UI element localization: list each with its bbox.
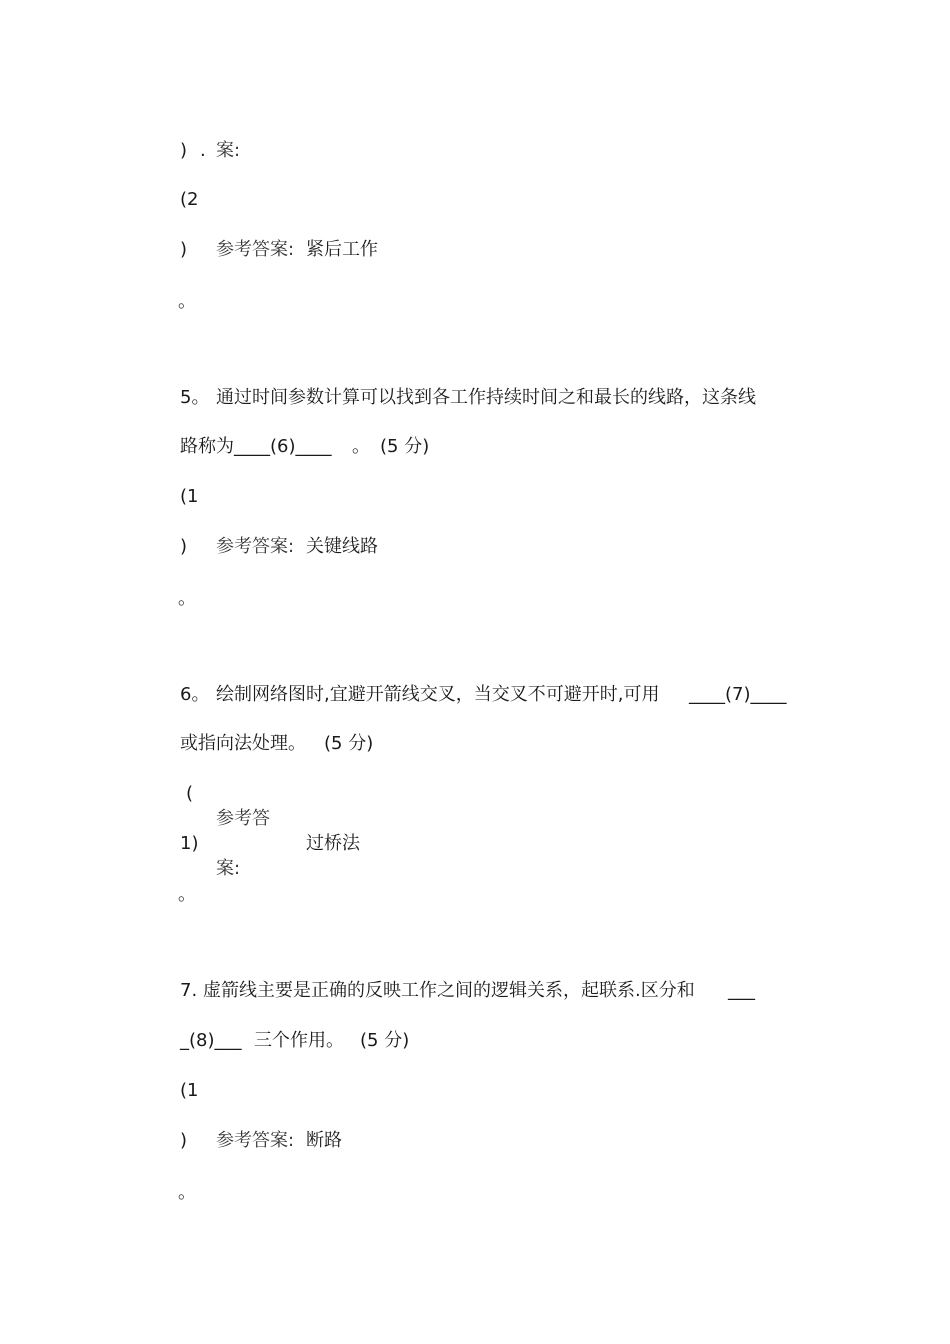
- q6-answer-number: 1): [180, 833, 199, 854]
- q5-answer-value: 关键线路: [306, 536, 378, 557]
- top-answer-label-tail: 案:: [216, 140, 241, 161]
- top-answer-label: 参考答案:: [216, 239, 295, 260]
- q7-answer-open: (1: [180, 1080, 199, 1101]
- q5-answer-open: (1: [180, 486, 199, 507]
- q5-text-line2: 路称为: [180, 436, 234, 457]
- q5-answer-close: ): [180, 536, 188, 557]
- q7-text-line1: 虚箭线主要是正确的反映工作之间的逻辑关系，起联系.区分和: [203, 980, 695, 1001]
- q7-answer-close: ): [180, 1130, 188, 1151]
- q5-period: 。: [352, 436, 370, 457]
- q6-blank: ____(7)____: [689, 684, 787, 705]
- top-dot: .: [200, 140, 206, 161]
- top-answer-close: ): [180, 239, 188, 260]
- q7-number: 7.: [180, 980, 198, 1001]
- top-answer-value: 紧后工作: [306, 239, 378, 260]
- top-end-mark: 。: [178, 291, 196, 312]
- q7-text-line2: 三个作用。: [254, 1030, 344, 1051]
- q7-end-mark: 。: [178, 1182, 196, 1203]
- q5-answer-label: 参考答案:: [216, 536, 295, 557]
- q5-end-mark: 。: [178, 588, 196, 609]
- q6-score: (5 分): [324, 733, 374, 754]
- q5-blank: ____(6)____: [234, 436, 332, 457]
- q6-end-mark: 。: [178, 884, 196, 905]
- q5-score: (5 分): [380, 436, 430, 457]
- q7-answer-value: 断路: [306, 1130, 342, 1151]
- q7-answer-label: 参考答案:: [216, 1130, 295, 1151]
- q6-text-line1: 绘制网络图时,宜避开箭线交叉，当交叉不可避开时,可用: [216, 684, 660, 705]
- q6-answer-label-line2: 案:: [216, 858, 241, 879]
- q5-text-line1: 通过时间参数计算可以找到各工作持续时间之和最长的线路，这条线: [216, 387, 756, 408]
- q7-blank: _(8)___: [180, 1030, 242, 1051]
- q6-number: 6。: [180, 684, 210, 705]
- q6-answer-value: 过桥法: [306, 833, 360, 854]
- q5-number: 5。: [180, 387, 210, 408]
- q6-answer-label-line1: 参考答: [216, 808, 270, 829]
- q6-answer-open: (: [186, 783, 194, 804]
- top-paren: ): [180, 140, 188, 161]
- q7-blank-start: ___: [728, 980, 755, 1001]
- q7-score: (5 分): [360, 1030, 410, 1051]
- top-answer-open: (2: [180, 189, 199, 210]
- q6-text-line2: 或指向法处理。: [180, 733, 306, 754]
